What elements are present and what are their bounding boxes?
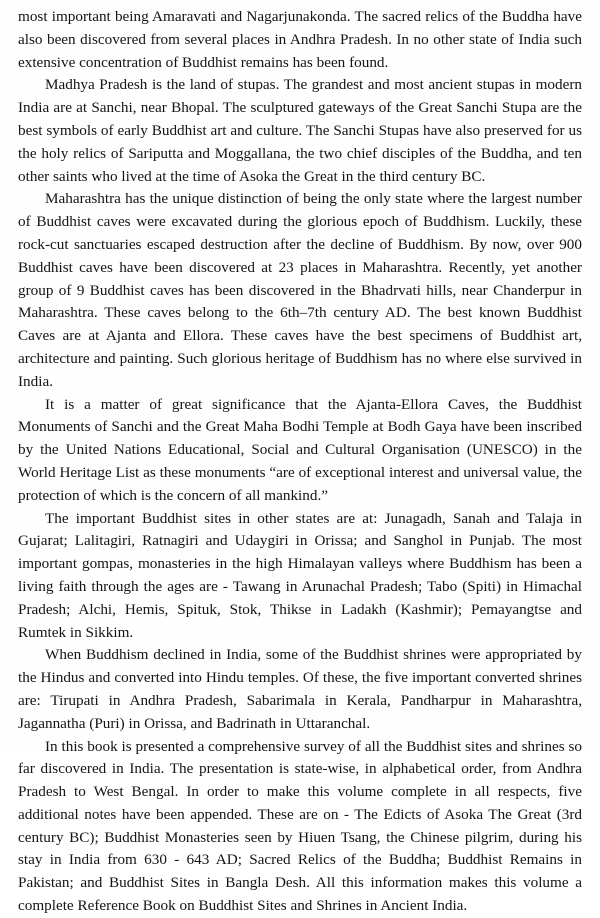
paragraph-maharashtra: Maharashtra has the unique distinction of being the only state where the largest number of Buddhist caves were excavated during the glorious epoch of Buddhism. Luckily, these rock-cut sanctuaries escaped destruction after the decline of Buddhism. By now, over 900 Buddhist caves have been discovered at 23 places in Maharashtra. Recently, yet another group of 9 Buddhist caves has been discovered in the Bhadrvati hills, near Chanderpur in Maharashtra. These caves belong to the 6th–7th century AD. The best known Buddhist Caves are at Ajanta and Ellora. These caves have the best specimens of Buddhist art, architecture and painting. Such glorious heritage of Buddhism has no where else survived in India. <box>18 190 582 390</box>
paragraph-other-states: The important Buddhist sites in other states are at: Junagadh, Sanah and Talaja in Gujarat; Lalitagiri, Ratnagiri and Udaygiri in Orissa; and Sanghol in Punjab. The most important gompas, monasteries in the high Himalayan valleys where Buddhism has been a living faith through the ages are - Tawang in Arunachal Pradesh; Tabo (Spiti) in Himachal Pradesh; Alchi, Hemis, Spituk, Stok, Thikse in Ladakh (Kashmir); Pemayangtse and Rumtek in Sikkim. <box>18 509 582 641</box>
paragraph-converted-shrines: When Buddhism declined in India, some of the Buddhist shrines were appropriated by the Hindus and converted into Hindu temples. Of these, the five important converted shrines are: Tirupati in Andhra Pradesh, Sabarimala in Kerala, Pandharpur in Maharashtra, Jagannatha (Puri) in Orissa, and Badrinath in Uttaranchal. <box>18 646 582 732</box>
paragraph-unesco: It is a matter of great significance that the Ajanta-Ellora Caves, the Buddhist Monuments of Sanchi and the Great Maha Bodhi Temple at Bodh Gaya have been inscribed by the United Nations Educational, Social and Cultural Organisation (UNESCO) in the World Heritage List as these monuments “are of exceptional interest and universal value, the protection of which is the concern of all mankind.” <box>18 395 582 504</box>
page-body-text <box>18 6 582 918</box>
paragraph-madhya-pradesh: Madhya Pradesh is the land of stupas. The grandest and most ancient stupas in modern India are at Sanchi, near Bhopal. The sculptured gateways of the Great Sanchi Stupa are the best symbols of early Buddhist art and culture. The Sanchi Stupas have also preserved for us the holy relics of Sariputta and Moggallana, the two chief disciples of the Buddha, and ten other saints who lived at the time of Asoka the Great in the third century BC. <box>18 76 582 185</box>
paragraph-andhra: most important being Amaravati and Nagarjunakonda. The sacred relics of the Buddha have also been discovered from several places in Andhra Pradesh. In no other state of India such extensive concentration of Buddhist remains has been found. <box>18 8 582 71</box>
paragraph-about-this-book: In this book is presented a comprehensive survey of all the Buddhist sites and shrines so far discovered in India. The presentation is state-wise, in alphabetical order, from Andhra Pradesh to West Bengal. In order to make this volume complete in all respects, five additional notes have been appended. These are on - The Edicts of Asoka The Great (3rd century BC); Buddhist Monasteries seen by Hiuen Tsang, the Chinese pilgrim, during his stay in India from 630 - 643 AD; Sacred Relics of the Buddha; Buddhist Remains in Pakistan; and Buddhist Sites in Bangla Desh. All this information makes this volume a complete Reference Book on Buddhist Sites and Shrines in Ancient India. <box>18 737 582 915</box>
